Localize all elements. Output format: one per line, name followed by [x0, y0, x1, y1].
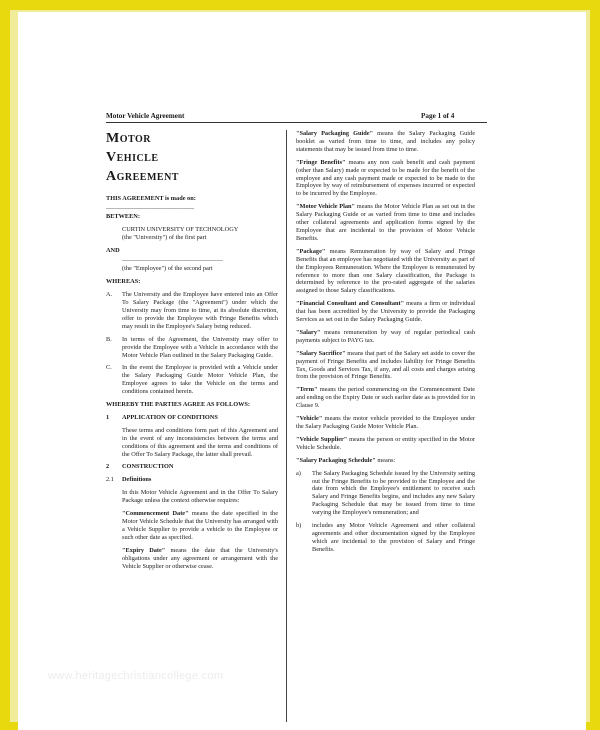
document-title: MOTOR VEHICLE AGREEMENT	[106, 131, 179, 184]
recital-a: A. The University and the Employee have entered into an Offer To Salary Package (the "Agreement") under which the University may from time to time, at its absolute discretion, offer to provide the Employee with Fringe Benefits which may result in the Employee's Salary being reduced.	[106, 291, 278, 330]
definition-vehicle: "Vehicle" means the motor vehicle provided to the Employee under the Salary Packaging Guide Motor Vehicle Plan.	[296, 415, 475, 430]
agree-heading: WHEREBY THE PARTIES AGREE AS FOLLOWS:	[106, 401, 251, 409]
page-number: Page 1 of 4	[421, 112, 455, 120]
section-1-text: These terms and conditions form part of this Agreement and in the event of any inconsistencies between the terms and conditions of this agreement and the terms and conditions of the Offer To Salary Package, the latter shall prevail.	[122, 426, 278, 458]
left-column	[106, 130, 278, 575]
section-2-heading: 2 CONSTRUCTION	[106, 463, 174, 471]
definition-financial-consultant: "Financial Consultant and Consultant" means a firm or individual that has been accredited by the University to provide the Packaging Services as set out in the Salary Packaging Guide.	[296, 300, 476, 324]
definition-term: "Term" means the period commencing on the Commencement Date and ending on the Expiry Date or such earlier date as is provided for in Clause 9.	[296, 386, 475, 410]
section-2-1-heading: 2.1 Definitions	[106, 476, 152, 484]
header-rule	[106, 122, 487, 123]
site-watermark: www.heritagechristiancollege.com	[48, 670, 224, 682]
definition-commencement-date: "Commencement Date" means the date specified in the Motor Vehicle Schedule that the University has arranged with a Vehicle Supplier to provide a vehicle to the Employee or such other date as specified.	[122, 510, 278, 541]
recital-c: C. In the event the Employee is provided with a Vehicle under the Salary Packaging Guide Motor Vehicle Plan, the Employee agrees to take the Vehicle on the terms and conditions contained herein.	[106, 364, 278, 396]
definition-fringe-benefits: "Fringe Benefits" means any non cash benefit and cash payment (other than Salary) made or expected to be made for the benefit of the employee and any cash payment made or expected to be made to the Employee by way of reimbursement of expenses incurred or expected to be incurred by the Employee.	[296, 158, 475, 198]
party1-name: CURTIN UNIVERSITY OF TECHNOLOGY	[122, 225, 239, 233]
between-heading: BETWEEN:	[106, 212, 140, 220]
whereas-heading: WHEREAS:	[106, 278, 141, 286]
schedule-item-a: a) The Salary Packaging Schedule issued by the University setting out the Fringe Benefits to be provided to the Employee and the date from which the Employee's entitlement to receive such Salary and Fringe Benefits begins, and includes any new Salary Packaging Schedule that may be issued from time to time varying the Employee's remuneration; and	[296, 469, 475, 517]
definition-motor-vehicle-plan: "Motor Vehicle Plan" means the Motor Vehicle Plan as set out in the Salary Packaging Guide or as varied from time to time and includes other collateral agreements and application forms signed by the Employee that are incidental to the provision of Motor Vehicle Benefits.	[296, 203, 475, 242]
column-divider	[286, 130, 287, 722]
document-viewport	[18, 12, 586, 730]
definition-salary-packaging-guide: "Salary Packaging Guide" means the Salary Packaging Guide booklet as varied from time to time, and includes any policy statements that may be issued from time to time.	[296, 130, 475, 153]
made-on-blank: ____________________________	[106, 202, 195, 210]
party2-desc: (the "Employee") of the second part	[122, 265, 213, 273]
recital-b: B. In terms of the Agreement, the University may offer to provide the Employee with a Vehicle in accordance with the Motor Vehicle Plan outlined in the Salary Packaging Guide.	[106, 335, 278, 359]
schedule-item-b: b) includes any Motor Vehicle Agreement and other collateral agreements and other documentation signed by the Employee which are incidental to the provision of Salary and Fringe Benefits.	[296, 522, 475, 553]
definition-package: "Package" means Remuneration by way of Salary and Fringe Benefits that an employee has negotiated with the University as part of the Employees Remuneration. Where the Employee is remunerated by reference to more than one Salary classification, the Package is determined by reference to the pro-rated aggregate of the salaries assigned to those Salary classifications.	[296, 247, 475, 295]
made-on-line: THIS AGREEMENT is made on:	[106, 195, 196, 202]
party1-desc: (the "University") of the first part	[122, 233, 207, 241]
definition-salary-packaging-schedule: "Salary Packaging Schedule" means:	[296, 456, 396, 464]
right-column	[296, 130, 475, 559]
definitions-intro: In this Motor Vehicle Agreement and in the Offer To Salary Package unless the context otherwise requires:	[122, 489, 278, 505]
section-1-heading: 1 APPLICATION OF CONDITIONS	[106, 413, 218, 421]
running-header-title: Motor Vehicle Agreement	[106, 112, 185, 120]
definition-salary: "Salary" means remuneration by way of regular periodical cash payments subject to PAYG tax.	[296, 328, 475, 344]
and-heading: AND	[106, 246, 120, 254]
definition-salary-sacrifice: "Salary Sacrifice" means that part of the Salary set aside to cover the payment of Fringe Benefits and includes liability for Fringe Benefits Tax, Goods and Services Tax, if any, and all costs and charges arising from the provision of Fringe Benefits.	[296, 349, 476, 381]
party2-blank: ________________________________	[122, 255, 223, 263]
definition-vehicle-supplier: "Vehicle Supplier" means the person or entity specified in the Motor Vehicle Schedule.	[296, 435, 475, 451]
definition-expiry-date: "Expiry Date" means the date that the University's obligations under any agreement or arrangement with the Vehicle Supplier or otherwise cease.	[122, 546, 278, 570]
